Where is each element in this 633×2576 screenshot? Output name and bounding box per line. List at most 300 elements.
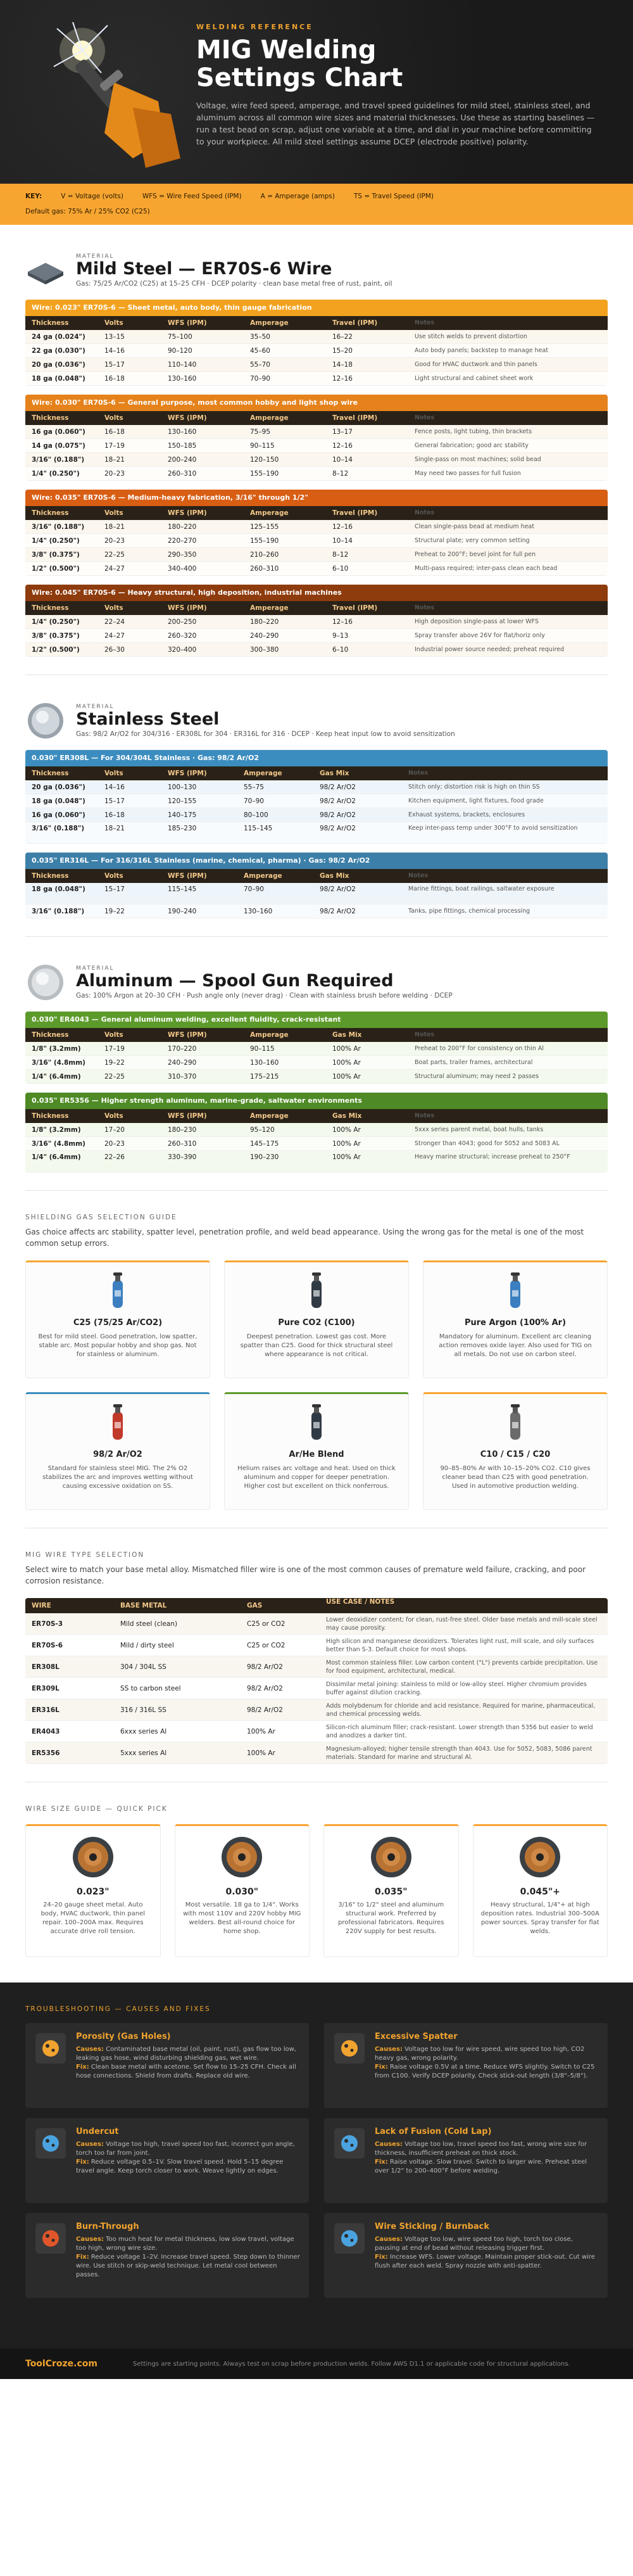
col-gasmix: Gas Mix [332,1112,362,1120]
wire-type-cell: 98/2 Ar/O2 [247,1684,283,1692]
table-cell: 120–150 [250,456,279,464]
col-travel: Travel (IPM) [332,604,378,612]
table-cell: 100% Ar [332,1140,361,1148]
wire-type-row [25,1742,608,1764]
table-cell: 6–10 [332,646,349,654]
table-cell: Single-pass on most machines; solid bead [415,456,541,463]
steel-plate-icon [25,250,66,291]
wire-type-cell: C25 or CO2 [247,1620,285,1628]
key-bar [0,184,633,225]
col-volts: Volts [104,414,123,422]
wire-type-cell: Most common stainless filler. Low carbon content ("L") prevents carbide precipitation. Use for food equipment, architectural, medical. [326,1659,598,1675]
table-cell: 1/4" (6.4mm) [32,1073,81,1081]
table-cell: 320–400 [168,646,197,654]
table-cell: 340–400 [168,565,197,573]
col-notes: Notes [408,770,429,777]
table-cell: Exhaust systems, brackets, enclosures [408,811,525,818]
fix-label: Fix: [375,2254,388,2261]
table-row [25,615,608,629]
table-row [25,562,608,576]
gas-description: Deepest penetration. Lowest gas cost. More spatter than C25. Good for thick structural steel where appearance is not critical. [240,1333,393,1358]
troubleshoot-text [375,2032,599,2099]
table-cell: Stronger than 4043; good for 5052 and 5083 AL [415,1140,560,1147]
title-line-2: Settings Chart [196,63,403,92]
wire-type-row [25,1678,608,1699]
table-cell: 330–390 [168,1153,197,1161]
col-wfs: WFS (IPM) [168,872,207,880]
table-cell: 150–185 [168,442,197,450]
table-cell: Structural aluminum; may need 2 passes [415,1073,539,1080]
stainless-section [0,675,633,918]
defect-detail [76,2045,300,2081]
wire-size-description: 3/16" to 1/2" steel and aluminum structural work. Preferred by professional fabricators. Requires 220V supply for best results. [338,1901,444,1935]
table-row [25,1042,608,1056]
table-cell: 80–100 [244,811,268,819]
col-notes: Notes [408,872,429,879]
table-cell: Heavy marine structural; increase preheat to 250°F [415,1153,570,1160]
wire-type-kicker: MIG WIRE TYPE SELECTION [25,1551,145,1559]
table-cell: Kitchen equipment, light fixtures, food grade [408,797,544,804]
page-title [196,36,601,92]
table-cell: 90–115 [250,442,275,450]
fix-label: Fix: [76,2064,89,2071]
table-cell: 130–160 [244,908,273,915]
gas-description: Best for mild steel. Good penetration, low spatter, stable arc. Most popular hobby and shop gas. Not for stainless or aluminum. [38,1333,197,1358]
table-cell: 100–130 [168,784,197,791]
table-cell: Auto body panels; backstep to manage heat [415,347,549,354]
table-cell: 190–230 [250,1153,279,1161]
gas-cylinder-icon [503,1403,528,1441]
causes-text: Voltage too low, travel speed too fast, wrong wire size for thickness, insufficient preheat on thick stock. [375,2141,587,2157]
troubleshoot-text [375,2127,599,2194]
defect-detail [375,2235,599,2271]
table-row [25,808,608,822]
causes-label: Causes: [375,2141,403,2148]
table-cell: 55–70 [250,361,270,369]
table-cell: 100% Ar [332,1153,361,1161]
causes-text: Voltage too low for wire speed, wire speed too high, CO2 heavy gas, wrong polarity. [375,2046,585,2062]
causes-label: Causes: [76,2141,104,2148]
wire-type-cell: C25 or CO2 [247,1641,285,1649]
table-cell: 22–25 [104,1073,125,1081]
col-thickness: Thickness [32,872,69,880]
table-cell: 98/2 Ar/O2 [320,885,356,893]
table-cell: Marine fittings, boat railings, saltwater exposure [408,885,555,892]
table-header-row [25,1109,608,1123]
header-description: Voltage, wire feed speed, amperage, and travel speed guidelines for mild steel, stainless steel, and aluminum across all common wire sizes and material thicknesses. Use these as starting baselines — run a test bead on scrap, adjust one variable at a time, and dial in your machine before committing to your workpiece. All mild steel settings assume DCEP (electrode positive) polarity. [196,101,595,146]
table-row [25,548,608,562]
table-row [25,358,608,372]
settings-table [25,1093,608,1172]
table-cell: 12–16 [332,442,353,450]
table-cell: 18 ga (0.048") [32,375,85,383]
table-cell: 110–140 [168,361,197,369]
wire-type-cell: Mild / dirty steel [120,1641,174,1649]
gas-kicker: SHIELDING GAS SELECTION GUIDE [25,1214,177,1221]
table-cell: 20–23 [104,537,125,545]
fix-text: Raise voltage. Slow travel. Switch to larger wire. Preheat steel over 1/2" to 200–400°F before welding. [375,2159,587,2174]
table-cell: 180–230 [168,1126,197,1134]
table-cell: 18–21 [104,456,125,464]
troubleshoot-text [375,2222,599,2289]
defect-detail [76,2140,300,2176]
col-volts: Volts [104,604,123,612]
col-volts: Volts [104,770,123,777]
table-cell: 175–215 [250,1073,279,1081]
table-cell: Preheat to 200°F for consistency on thin Al [415,1045,544,1052]
troubleshoot-card [25,2023,309,2108]
wire-size-value: 0.035" [374,1887,408,1897]
table-cell: 16–18 [104,428,125,436]
table-title-bar: Wire: 0.023" ER70S-6 — Sheet metal, auto body, thin gauge fabrication [25,300,608,316]
table-cell: 10–14 [332,537,353,545]
table-cell: 240–290 [168,1059,197,1067]
wire-type-row [25,1721,608,1742]
table-body [25,425,608,481]
table-cell: Light structural and cabinet sheet work [415,375,534,382]
gas-description: 90–85–80% Ar with 10–15–20% CO2. C10 gives cleaner bead than C25 with good penetration. Used in automotive production welding. [440,1465,591,1490]
table-cell: 15–17 [104,797,125,805]
col-volts: Volts [104,319,123,327]
col-gas: GAS [247,1602,263,1609]
table-cell: 3/8" (0.375") [32,551,80,559]
gas-name: 98/2 Ar/O2 [93,1450,142,1459]
table-cell: 3/8" (0.375") [32,632,80,640]
table-cell: 1/4" (6.4mm) [32,1153,81,1161]
table-cell: 260–310 [168,1140,197,1148]
troubleshooting-kicker: TROUBLESHOOTING — CAUSES AND FIXES [25,2005,211,2013]
wire-type-table [25,1598,608,1764]
defect-detail [375,2140,599,2176]
gas-name: C10 / C15 / C20 [480,1450,551,1459]
settings-table [25,490,608,576]
gas-card [423,1260,608,1378]
gas-cylinder-icon [304,1403,329,1441]
gas-cylinder-icon [105,1271,130,1309]
wire-type-row [25,1656,608,1678]
table-cell: 1/8" (3.2mm) [32,1126,81,1134]
table-cell: 16 ga (0.060") [32,428,85,436]
table-cell: Preheat to 200°F; bevel joint for full pen [415,551,536,558]
causes-text: Voltage too low, wire speed too high, torch too close, pausing at end of bead without releasing trigger first. [375,2236,573,2252]
table-body [25,520,608,576]
stainless-subtitle: Gas: 98/2 Ar/O2 for 304/316 · ER308L for 304 · ER316L for 316 · DCEP · Keep heat input low to avoid sensitization [76,730,455,738]
table-title-bar: 0.030" ER308L — For 304/304L Stainless · Gas: 98/2 Ar/O2 [25,750,608,766]
wire-type-row [25,1699,608,1721]
table-cell: 140–175 [168,811,197,819]
col-use-case: USE CASE / NOTES [326,1598,395,1606]
table-cell: 26–30 [104,646,125,654]
col-base-metal: BASE METAL [120,1602,167,1609]
col-notes: Notes [415,319,435,326]
col-gasmix: Gas Mix [332,1031,362,1039]
table-cell: 190–240 [168,908,197,915]
table-cell: 20 ga (0.036") [32,361,85,369]
table-cell: 22–26 [104,1153,125,1161]
gas-card [423,1392,608,1510]
causes-text: Voltage too high, travel speed too fast, incorrect gun angle, torch too far from joint. [76,2141,295,2157]
troubleshoot-card [324,2118,608,2203]
table-cell: 210–260 [250,551,279,559]
key-default-gas: Default gas: 75% Ar / 25% CO2 (C25) [25,208,150,215]
wire-spool-icon [369,1835,413,1879]
col-thickness: Thickness [32,1031,69,1039]
table-cell: 12–16 [332,523,353,531]
table-cell: 75–100 [168,333,192,341]
table-row [25,1070,608,1084]
table-cell: 18 ga (0.048") [32,885,85,893]
table-cell: 180–220 [168,523,197,531]
troubleshoot-text [76,2127,300,2194]
table-cell: 170–220 [168,1045,197,1053]
col-travel: Travel (IPM) [332,509,378,517]
table-cell: 98/2 Ar/O2 [320,811,356,819]
col-amperage: Amperage [250,1031,289,1039]
defect-icon [34,2222,67,2255]
table-cell: 220–270 [168,537,197,545]
wire-size-card [25,1824,161,1957]
col-travel: Travel (IPM) [332,319,378,327]
table-cell: 22–24 [104,618,125,626]
fix-text: Reduce voltage 0.5–1V. Slow travel speed. Hold 5–15 degree travel angle. Keep torch closer to work. Weave lightly on edges. [76,2159,284,2174]
header-kicker: WELDING REFERENCE [196,23,313,31]
troubleshoot-card [25,2213,309,2298]
title-line-1: MIG Welding [196,35,377,65]
table-header-row [25,1028,608,1042]
footer-note: Settings are starting points. Always test on scrap before production welds. Follow AWS D1.1 or applicable code for structural applications. [133,2360,570,2368]
settings-table [25,395,608,481]
table-cell: 45–60 [250,347,270,355]
col-wfs: WFS (IPM) [168,1112,207,1120]
table-cell: 300–380 [250,646,279,654]
col-gasmix: Gas Mix [320,872,349,880]
table-cell: 120–155 [168,797,197,805]
wire-type-cell: Adds molybdenum for chloride and acid resistance. Required for marine, pharmaceutical, and chemical processing welds. [326,1702,596,1718]
table-cell: 3/16" (0.188") [32,523,85,531]
aluminum-disc-icon [25,962,66,1003]
table-cell: 8–12 [332,551,349,559]
table-cell: 1/4" (0.250") [32,470,80,478]
defect-icon [333,2032,366,2065]
table-row [25,344,608,358]
wire-type-cell: 100% Ar [247,1749,275,1757]
wire-type-cell: ER5356 [32,1749,60,1757]
wire-size-description: Heavy structural, 1/4"+ at high deposition rates. Industrial 300–500A power sources. Spray transfer for flat welds. [480,1901,599,1935]
table-row [25,439,608,453]
col-amperage: Amperage [250,319,289,327]
table-cell: 290–350 [168,551,197,559]
footer-logo[interactable]: ToolCroze.com [25,2359,97,2369]
col-thickness: Thickness [32,414,69,422]
gas-card-grid [25,1260,608,1510]
table-cell: 155–190 [250,537,279,545]
defect-title: Porosity (Gas Holes) [76,2032,171,2041]
causes-label: Causes: [76,2236,104,2243]
table-row [25,372,608,386]
col-wfs: WFS (IPM) [168,509,207,517]
table-cell: 260–310 [168,470,197,478]
wire-type-cell: 98/2 Ar/O2 [247,1706,283,1714]
wire-type-cell: ER4043 [32,1727,60,1735]
table-body [25,1042,608,1084]
col-amperage: Amperage [250,414,289,422]
aluminum-subtitle: Gas: 100% Argon at 20–30 CFH · Push angle only (never drag) · Clean with stainless brush before welding · DCEP [76,992,453,999]
table-cell: 125–155 [250,523,279,531]
gas-name: Pure Argon (100% Ar) [464,1318,567,1328]
causes-text: Contaminated base metal (oil, paint, rust), gas flow too low, leaking gas hose, wind disturbing shielding gas, wet wire. [76,2046,296,2062]
causes-text: Too much heat for metal thickness, low slow travel, voltage too high, wrong wire size. [76,2236,294,2252]
table-cell: 24 ga (0.024") [32,333,85,341]
gas-guide-section [0,1191,633,1510]
wire-size-description: 24–20 gauge sheet metal. Auto body, HVAC ductwork, thin panel repair. 100–200A max. Requires accurate drive roll tension. [41,1901,146,1935]
table-cell: Use stitch welds to prevent distortion [415,333,527,340]
table-body [25,330,608,386]
table-cell: 9–13 [332,632,349,640]
defect-icon [34,2127,67,2160]
troubleshoot-card [324,2023,608,2108]
troubleshoot-text [76,2032,300,2099]
settings-table [25,750,608,844]
col-travel: Travel (IPM) [332,414,378,422]
table-cell: 24–27 [104,565,125,573]
table-cell: 115–145 [244,825,273,832]
wire-type-section [0,1528,633,1764]
table-title-bar: Wire: 0.035" ER70S-6 — Medium-heavy fabrication, 3/16" through 1/2" [25,490,608,506]
col-gasmix: Gas Mix [320,770,349,777]
wire-type-cell: ER309L [32,1684,60,1692]
table-cell: 3/16" (4.8mm) [32,1059,85,1067]
key-label: KEY: [25,193,42,200]
col-amperage: Amperage [250,1112,289,1120]
wire-size-kicker: WIRE SIZE GUIDE — QUICK PICK [25,1805,168,1813]
table-title-bar: Wire: 0.030" ER70S-6 — General purpose, most common hobby and light shop wire [25,395,608,411]
table-cell: 100% Ar [332,1059,361,1067]
wire-type-cell: ER70S-3 [32,1620,63,1628]
table-header-row [25,411,608,425]
table-cell: Tanks, pipe fittings, chemical processing [408,908,530,915]
troubleshoot-card [324,2213,608,2298]
table-cell: 17–19 [104,442,125,450]
settings-table [25,853,608,918]
wire-type-cell: 98/2 Ar/O2 [247,1663,283,1671]
table-cell: 18–21 [104,523,125,531]
wire-size-value: 0.030" [225,1887,259,1897]
defect-icon [34,2032,67,2065]
col-amperage: Amperage [250,604,289,612]
table-cell: 98/2 Ar/O2 [320,908,356,915]
table-title-bar: 0.035" ER316L — For 316/316L Stainless (marine, chemical, pharma) · Gas: 98/2 Ar/O2 [25,853,608,869]
wire-type-cell: High silicon and manganese deoxidizers. Tolerates light rust, mill scale, and oily surfaces better than S-3. Default choice for most shops. [326,1637,594,1653]
table-row [25,822,608,844]
gas-card [224,1392,409,1510]
wire-type-cell: ER70S-6 [32,1641,63,1649]
table-cell: Clean single-pass bead at medium heat [415,523,535,530]
wire-spool-icon [71,1835,115,1879]
table-cell: 130–160 [168,375,197,383]
wire-type-description: Select wire to match your base metal alloy. Mismatched filler wire is one of the most common causes of premature weld failure, cracking, and poor corrosion resistance. [25,1565,586,1585]
table-cell: 19–22 [104,908,125,915]
table-cell: 15–20 [332,347,353,355]
fix-label: Fix: [375,2064,388,2071]
table-row [25,467,608,481]
wire-type-cell: ER316L [32,1706,60,1714]
mild-tables [25,300,608,657]
key-travel: TS = Travel Speed (IPM) [353,193,434,200]
table-cell: 1/4" (0.250") [32,618,80,626]
table-cell: 10–14 [332,456,353,464]
aluminum-title: Aluminum — Spool Gun Required [76,971,394,991]
table-cell: 13–15 [104,333,125,341]
table-cell: 185–230 [168,825,197,832]
hero-header [0,0,633,184]
gas-card [25,1260,210,1378]
gas-description: Standard for stainless steel MIG. The 2% O2 stabilizes the arc and improves wetting without causing excessive oxidation on SS. [42,1465,193,1490]
stainless-kicker: MATERIAL [76,704,115,710]
col-amperage: Amperage [244,872,282,880]
table-cell: 14–16 [104,347,125,355]
table-cell: 130–160 [250,1059,279,1067]
wire-type-cell: Magnesium-alloyed; higher tensile strength than 4043. Use for 5052, 5083, 5086 parent materials. Standard for marine and structural Al. [326,1745,592,1761]
table-cell: Spray transfer above 26V for flat/horiz only [415,632,546,639]
table-row [25,453,608,467]
defect-title: Excessive Spatter [375,2032,458,2041]
table-cell: 14 ga (0.075") [32,442,85,450]
table-cell: 75–95 [250,428,270,436]
wire-size-card [473,1824,608,1957]
table-cell: 90–120 [168,347,192,355]
table-row [25,794,608,808]
gas-cylinder-icon [304,1271,329,1309]
defect-title: Lack of Fusion (Cold Lap) [375,2127,492,2136]
table-cell: General fabrication; good arc stability [415,442,529,449]
table-cell: 22–25 [104,551,125,559]
table-cell: 8–12 [332,470,349,478]
table-cell: 16 ga (0.060") [32,811,85,819]
defect-detail [76,2235,300,2280]
table-header-row [25,766,608,780]
table-row [25,629,608,643]
fix-text: Clean base metal with acetone. Set flow to 15–25 CFH. Check all hose connections. Shield from drafts. Replace old wire. [76,2064,296,2079]
col-volts: Volts [104,872,123,880]
fix-label: Fix: [76,2254,89,2261]
wire-type-cell: 6xxx series Al [120,1727,167,1735]
wire-type-row [25,1613,608,1635]
troubleshoot-text [76,2222,300,2289]
table-body [25,615,608,657]
col-volts: Volts [104,509,123,517]
key-amperage: A = Amperage (amps) [260,193,335,200]
table-cell: 70–90 [250,375,270,383]
wire-size-card [175,1824,310,1957]
table-header-row [25,316,608,330]
table-cell: 18 ga (0.048") [32,797,85,805]
table-cell: 20–23 [104,1140,125,1148]
col-notes: Notes [415,604,435,611]
mild-steel-section [0,225,633,657]
table-cell: 24–27 [104,632,125,640]
wire-size-section [0,1782,633,1957]
col-wfs: WFS (IPM) [168,1031,207,1039]
wire-spool-icon [220,1835,264,1879]
defect-icon [333,2222,366,2255]
troubleshooting-section [0,1983,633,2349]
table-cell: 70–90 [244,797,264,805]
wire-spool-icon [518,1835,562,1879]
table-cell: Structural plate; very common setting [415,537,530,544]
col-thickness: Thickness [32,509,69,517]
troubleshoot-card [25,2118,309,2203]
table-cell: 3/16" (0.188") [32,456,85,464]
